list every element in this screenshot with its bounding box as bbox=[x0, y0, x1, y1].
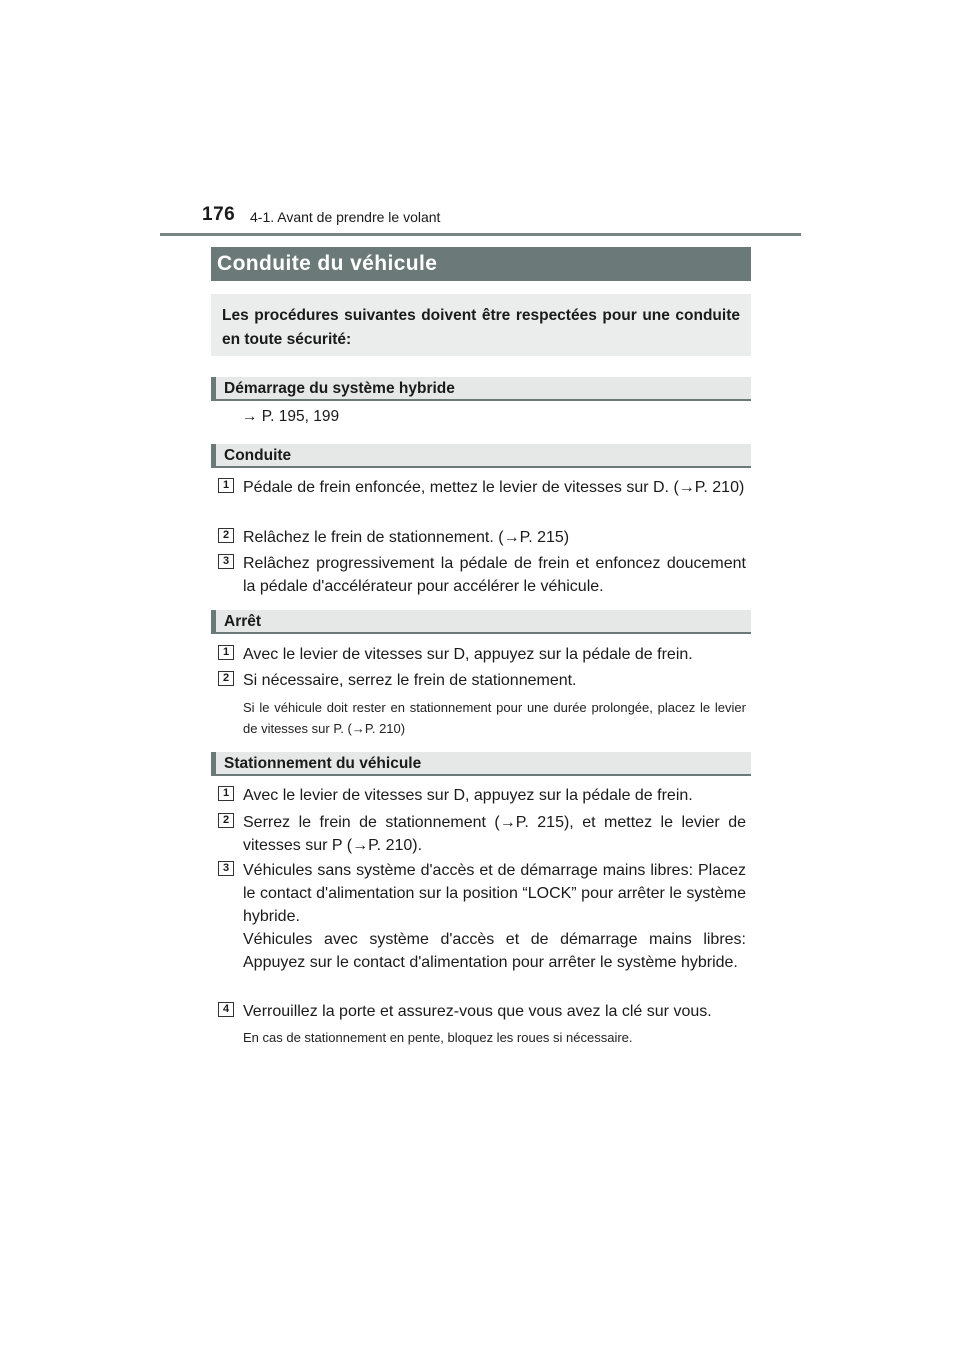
note-arret: Si le véhicule doit rester en stationnement pour une durée prolongée, placez le levier de vitesses sur P. (→P. 210) bbox=[243, 700, 746, 736]
section-heading-stationnement: Stationnement du véhicule bbox=[211, 752, 751, 776]
step-conduite-1 bbox=[218, 476, 746, 499]
step-number: 4 bbox=[218, 1002, 234, 1017]
step-arret-1 bbox=[218, 643, 746, 666]
step-text: Avec le levier de vitesses sur D, appuyez sur la pédale de frein. bbox=[243, 646, 693, 663]
chapter-title: 4-1. Avant de prendre le volant bbox=[250, 209, 441, 225]
step-number: 2 bbox=[218, 528, 234, 543]
intro-box: Les procédures suivantes doivent être respectées pour une conduite en toute sécurité: bbox=[211, 294, 751, 356]
step-text: Pédale de frein enfoncée, mettez le levier de vitesses sur D. (→P. 210) bbox=[243, 479, 745, 496]
step-stationnement-1 bbox=[218, 784, 746, 807]
step-number: 2 bbox=[218, 813, 234, 828]
section-heading-conduite: Conduite bbox=[211, 444, 751, 468]
step-stationnement-4 bbox=[218, 1000, 746, 1023]
step-number: 1 bbox=[218, 645, 234, 660]
step-text: Si nécessaire, serrez le frein de stationnement. bbox=[243, 672, 577, 689]
step-number: 1 bbox=[218, 786, 234, 801]
step-stationnement-2 bbox=[218, 811, 746, 857]
step-number: 3 bbox=[218, 861, 234, 876]
page-title: Conduite du véhicule bbox=[211, 247, 751, 281]
step-text: Avec le levier de vitesses sur D, appuyez sur la pédale de frein. bbox=[243, 787, 693, 804]
step-text: Relâchez progressivement la pédale de frein et enfoncez doucement la pédale d'accélérateur pour accélérer le véhicule. bbox=[243, 555, 746, 595]
reference-link[interactable]: → P. 195, 199 bbox=[242, 408, 340, 425]
step-text: Véhicules sans système d'accès et de démarrage mains libres: Placez le contact d'alimentation sur la position “LOCK” pour arrêter le système hybride. bbox=[243, 862, 746, 925]
section-heading-arret: Arrêt bbox=[211, 610, 751, 634]
step-stationnement-3 bbox=[218, 859, 746, 974]
note-stationnement: En cas de stationnement en pente, bloquez les roues si nécessaire. bbox=[243, 1030, 633, 1045]
step-text: Serrez le frein de stationnement (→P. 215), et mettez le levier de vitesses sur P (→P. 210). bbox=[243, 814, 746, 854]
step-number: 3 bbox=[218, 554, 234, 569]
page-number: 176 bbox=[202, 204, 236, 225]
step-conduite-2 bbox=[218, 526, 746, 549]
step-text: Relâchez le frein de stationnement. (→P. 215) bbox=[243, 529, 570, 546]
section-heading-demarrage: Démarrage du système hybride bbox=[211, 377, 751, 401]
step-text: Verrouillez la porte et assurez-vous que vous avez la clé sur vous. bbox=[243, 1003, 712, 1020]
step-number: 1 bbox=[218, 478, 234, 493]
step-arret-2 bbox=[218, 669, 746, 692]
step-text-alt: Véhicules avec système d'accès et de démarrage mains libres: Appuyez sur le contact d'alimentation pour arrêter le système hybride. bbox=[243, 931, 746, 971]
header-rule bbox=[160, 233, 801, 236]
step-conduite-3 bbox=[218, 552, 746, 598]
step-number: 2 bbox=[218, 671, 234, 686]
